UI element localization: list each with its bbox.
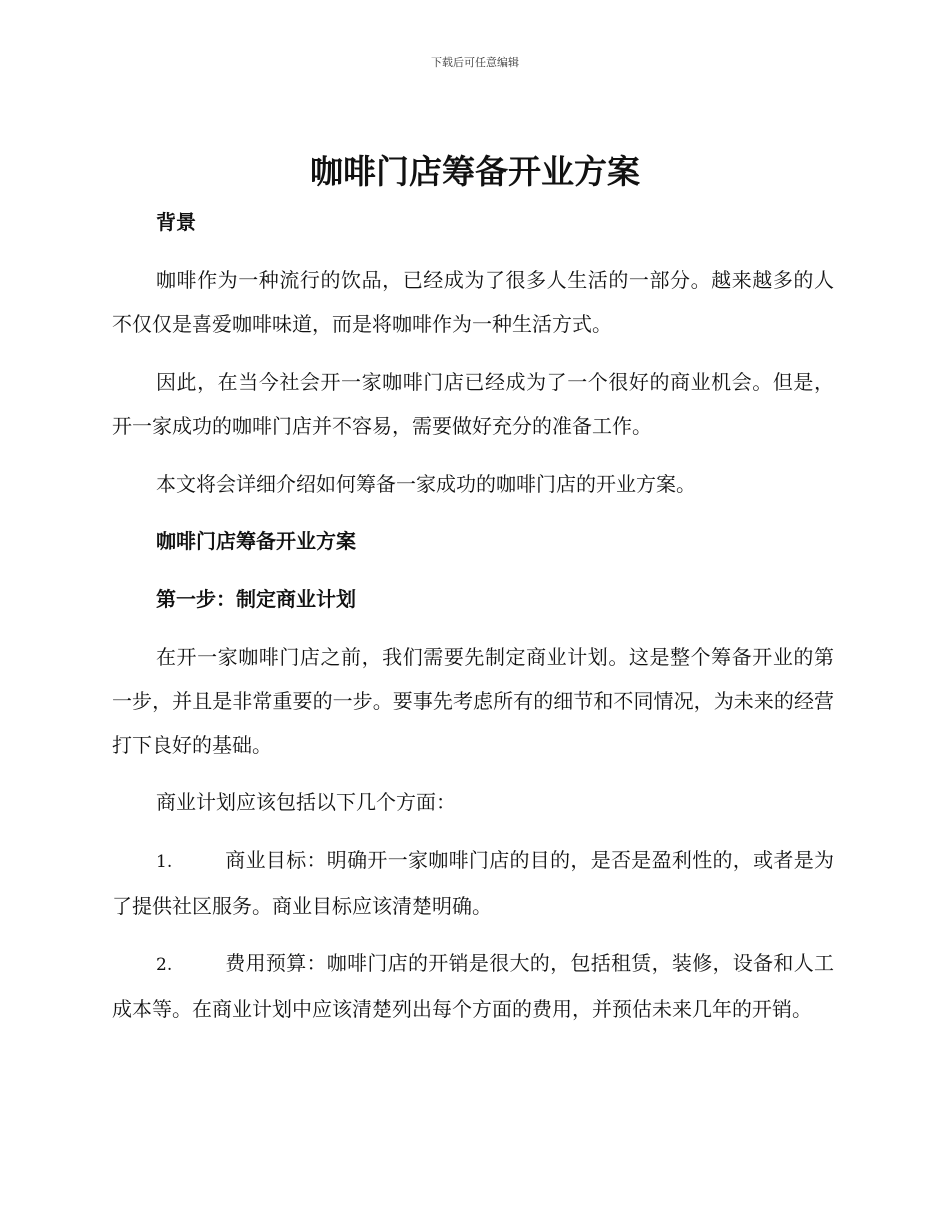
list-item-number: 1. [156,852,173,872]
section-heading-step1: 第一步：制定商业计划 [156,587,356,611]
paragraph-opportunity: 因此，在当今社会开一家咖啡门店已经成为了一个很好的商业机会。但是，开一家成功的咖啡门店并不容易，需要做好充分的准备工作。 [112,370,834,438]
list-item-text: 商业目标：明确开一家咖啡门店的目的，是否是盈利性的，或者是为了提供社区服务。商业目标应该清楚明确。 [112,848,834,918]
list-item [112,838,834,928]
section-heading-background: 背景 [156,210,196,234]
list-item [112,941,834,1031]
paragraph-intro: 咖啡作为一种流行的饮品，已经成为了很多人生活的一部分。越来越多的人不仅仅是喜爱咖啡味道，而是将咖啡作为一种生活方式。 [112,268,834,336]
paragraph-purpose: 本文将会详细介绍如何筹备一家成功的咖啡门店的开业方案。 [156,472,696,496]
section-heading-plan: 咖啡门店筹备开业方案 [156,529,356,553]
paragraph-business-plan: 在开一家咖啡门店之前，我们需要先制定商业计划。这是整个筹备开业的第一步，并且是非常重要的一步。要事先考虑所有的细节和不同情况，为未来的经营打下良好的基础。 [112,645,834,757]
document-title: 咖啡门店筹备开业方案 [310,152,640,191]
list-item-text: 费用预算：咖啡门店的开销是很大的，包括租赁，装修，设备和人工成本等。在商业计划中应该清楚列出每个方面的费用，并预估未来几年的开销。 [112,951,834,1021]
paragraph-plan-aspects: 商业计划应该包括以下几个方面： [156,790,456,814]
list-item-number: 2. [156,955,173,975]
page-header-note: 下载后可任意编辑 [431,56,519,69]
